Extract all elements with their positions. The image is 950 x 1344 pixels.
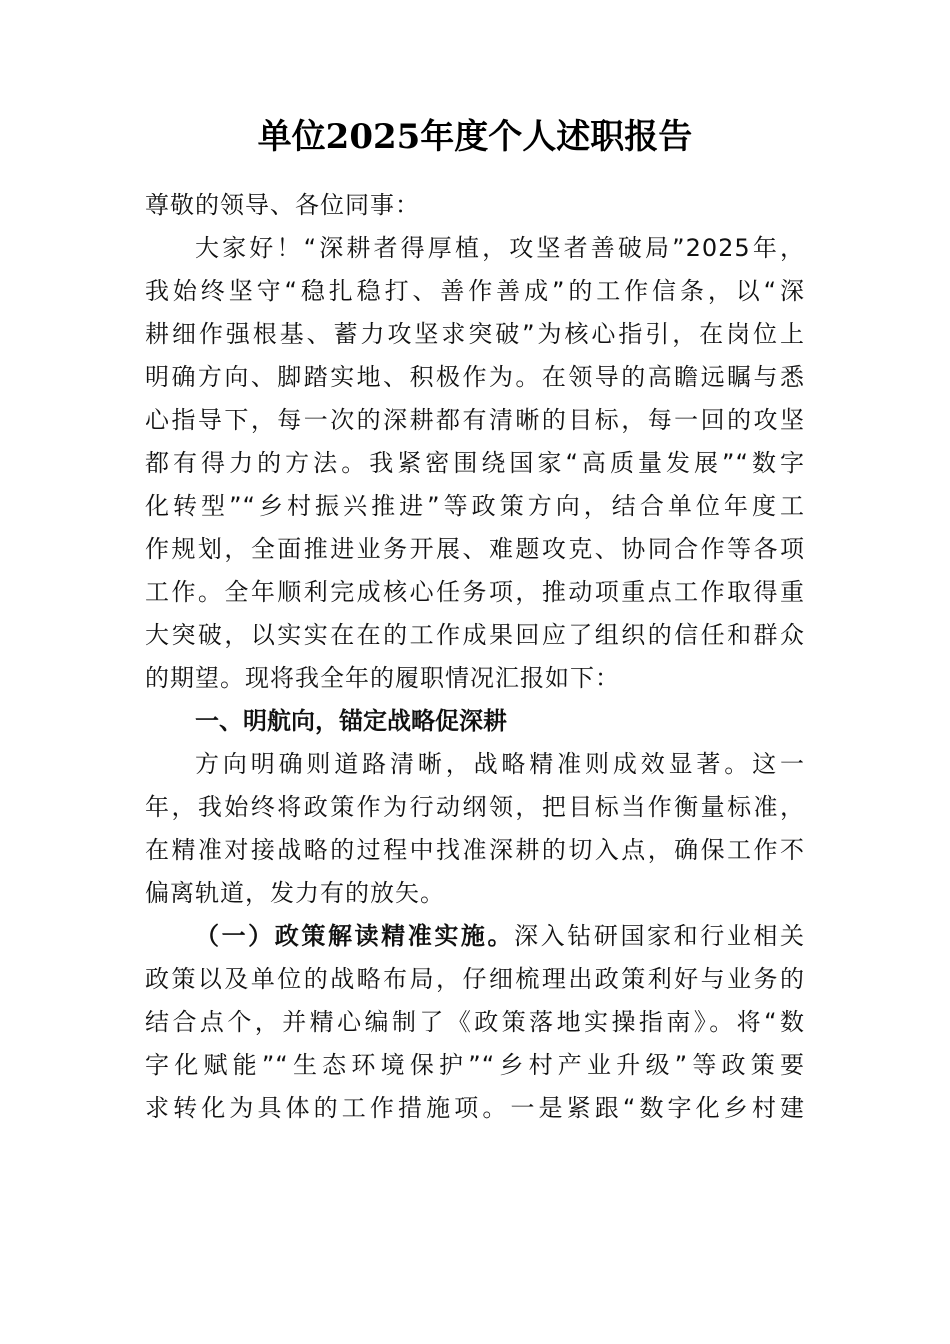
paragraph-line: 耕细作强根基、蓄力攻坚求突破”为核心指引，在岗位上 [145, 320, 805, 348]
section-heading: 一、明航向，锚定战略促深耕 [195, 707, 507, 735]
paragraph-line: 我始终坚守“稳扎稳打、善作善成”的工作信条，以“深 [145, 277, 805, 305]
paragraph-line: 的期望。现将我全年的履职情况汇报如下： [145, 664, 620, 692]
paragraph-line: 化转型”“乡村振兴推进”等政策方向，结合单位年度工 [145, 492, 805, 520]
paragraph-line: 在精准对接战略的过程中找准深耕的切入点，确保工作不 [145, 836, 805, 864]
document-title: 单位2025年度个人述职报告 [257, 117, 693, 157]
paragraph-line: 年，我始终将政策作为行动纲领，把目标当作衡量标准， [145, 793, 805, 821]
section-paragraph [145, 743, 805, 915]
subsection-text: 深入钻研国家和行业相关 [514, 922, 806, 950]
salutation: 尊敬的领导、各位同事： [145, 191, 420, 219]
paragraph-line: 大家好！“深耕者得厚植，攻坚者善破局”2025年， [195, 234, 805, 262]
paragraph-line: 都有得力的方法。我紧密围绕国家“高质量发展”“数字 [145, 449, 805, 477]
paragraph-line: 作规划，全面推进业务开展、难题攻克、协同合作等各项 [145, 535, 805, 563]
paragraph-line: 心指导下，每一次的深耕都有清晰的目标，每一回的攻坚 [145, 406, 805, 434]
document-body [145, 184, 805, 1130]
paragraph-line: 大突破，以实实在在的工作成果回应了组织的信任和群众 [145, 621, 805, 649]
paragraph-line: 字化赋能”“生态环境保护”“乡村产业升级”等政策要 [145, 1051, 805, 1079]
paragraph-line: 政策以及单位的战略布局，仔细梳理出政策利好与业务的 [145, 965, 805, 993]
subsection-title: （一）政策解读精准实施。 [195, 922, 515, 950]
paragraph-line: 明确方向、脚踏实地、积极作为。在领导的高瞻远瞩与悉 [145, 363, 805, 391]
paragraph-line: 偏离轨道，发力有的放矢。 [145, 879, 445, 907]
subsection-paragraph [145, 915, 805, 1130]
intro-paragraph [145, 227, 805, 700]
paragraph-line: 求转化为具体的工作措施项。一是紧跟“数字化乡村建 [145, 1094, 805, 1122]
paragraph-line [145, 915, 805, 958]
paragraph-line: 结合点个，并精心编制了《政策落地实操指南》。将“数 [145, 1008, 805, 1036]
paragraph-line: 工作。全年顺利完成核心任务项，推动项重点工作取得重 [145, 578, 805, 606]
paragraph-line: 方向明确则道路清晰，战略精准则成效显著。这一 [195, 750, 805, 778]
